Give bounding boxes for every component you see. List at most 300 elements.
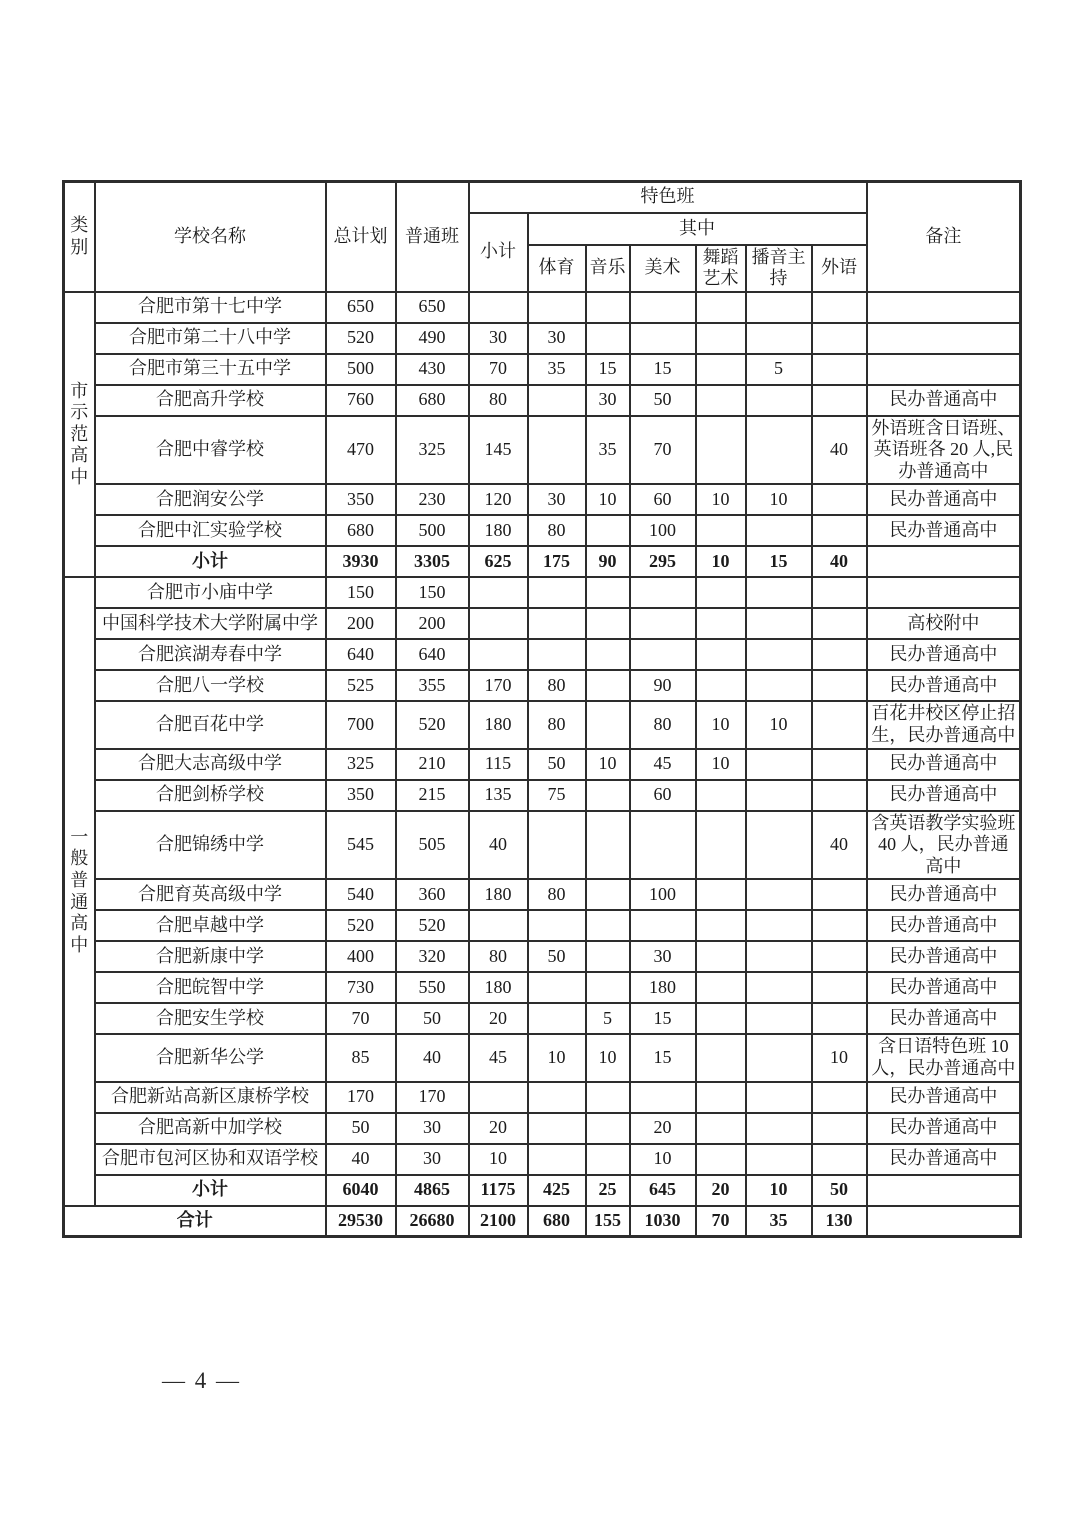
pe-cell — [528, 416, 586, 485]
regular-class-cell: 215 — [396, 780, 469, 811]
remark-cell: 民办普通高中 — [867, 1082, 1021, 1113]
remark-cell: 民办普通高中 — [867, 972, 1021, 1003]
art-cell: 295 — [630, 546, 696, 577]
subtotal-row — [64, 1175, 1021, 1206]
broadcast-cell — [746, 780, 812, 811]
pe-cell: 10 — [528, 1034, 586, 1081]
music-cell — [586, 811, 630, 880]
art-cell: 1030 — [630, 1206, 696, 1237]
header-regular-class: 普通班 — [396, 182, 469, 292]
music-cell — [586, 972, 630, 1003]
regular-class-cell: 490 — [396, 323, 469, 354]
table-body — [64, 292, 1021, 1237]
dance-cell — [696, 1003, 746, 1034]
school-row — [64, 515, 1021, 546]
total-plan-cell: 50 — [326, 1113, 396, 1144]
school-row — [64, 416, 1021, 485]
art-cell — [630, 1082, 696, 1113]
pe-cell — [528, 1003, 586, 1034]
remark-cell: 民办普通高中 — [867, 515, 1021, 546]
regular-class-cell: 325 — [396, 416, 469, 485]
school-name-cell: 合肥皖智中学 — [95, 972, 326, 1003]
regular-class-cell: 500 — [396, 515, 469, 546]
broadcast-cell — [746, 515, 812, 546]
art-cell: 60 — [630, 780, 696, 811]
total-plan-cell: 85 — [326, 1034, 396, 1081]
art-cell: 30 — [630, 941, 696, 972]
school-row — [64, 577, 1021, 608]
enrollment-plan-table — [62, 180, 1022, 1238]
total-plan-cell: 150 — [326, 577, 396, 608]
pe-cell: 35 — [528, 354, 586, 385]
pe-cell: 680 — [528, 1206, 586, 1237]
header-foreign-language: 外语 — [812, 245, 867, 292]
remark-cell: 含日语特色班 10 人，民办普通高中 — [867, 1034, 1021, 1081]
school-row — [64, 1113, 1021, 1144]
pe-cell — [528, 811, 586, 880]
dance-cell: 10 — [696, 749, 746, 780]
remark-cell: 民办普通高中 — [867, 1144, 1021, 1175]
page-number: — 4 — — [162, 1368, 241, 1393]
broadcast-cell — [746, 811, 812, 880]
dance-cell — [696, 780, 746, 811]
school-name-cell: 合肥市第二十八中学 — [95, 323, 326, 354]
school-name-cell: 合肥锦绣中学 — [95, 811, 326, 880]
school-row — [64, 780, 1021, 811]
school-name-cell: 合肥剑桥学校 — [95, 780, 326, 811]
subtotal-cell: 80 — [469, 385, 528, 416]
art-cell: 100 — [630, 515, 696, 546]
remark-cell: 民办普通高中 — [867, 780, 1021, 811]
total-plan-cell: 650 — [326, 292, 396, 323]
header-total-plan: 总计划 — [326, 182, 396, 292]
broadcast-cell — [746, 670, 812, 701]
dance-cell: 10 — [696, 701, 746, 748]
pe-cell — [528, 292, 586, 323]
foreign-language-cell — [812, 577, 867, 608]
total-plan-cell: 545 — [326, 811, 396, 880]
subtotal-cell: 170 — [469, 670, 528, 701]
remark-cell — [867, 1206, 1021, 1237]
dance-cell — [696, 292, 746, 323]
music-cell — [586, 701, 630, 748]
subtotal-cell: 115 — [469, 749, 528, 780]
broadcast-cell — [746, 1144, 812, 1175]
school-row — [64, 354, 1021, 385]
total-plan-cell: 40 — [326, 1144, 396, 1175]
pe-cell: 80 — [528, 515, 586, 546]
remark-cell — [867, 354, 1021, 385]
school-name-cell: 合肥滨湖寿春中学 — [95, 639, 326, 670]
total-plan-cell: 700 — [326, 701, 396, 748]
school-row — [64, 670, 1021, 701]
dance-cell: 20 — [696, 1175, 746, 1206]
broadcast-cell — [746, 639, 812, 670]
regular-class-cell: 150 — [396, 577, 469, 608]
dance-cell — [696, 1144, 746, 1175]
foreign-language-cell — [812, 749, 867, 780]
school-name-cell: 合肥中睿学校 — [95, 416, 326, 485]
school-row — [64, 323, 1021, 354]
subtotal-cell: 180 — [469, 879, 528, 910]
regular-class-cell: 520 — [396, 910, 469, 941]
broadcast-cell — [746, 577, 812, 608]
regular-class-cell: 680 — [396, 385, 469, 416]
music-cell — [586, 1144, 630, 1175]
school-name-cell: 合肥育英高级中学 — [95, 879, 326, 910]
subtotal-label-cell: 小计 — [95, 546, 326, 577]
broadcast-cell — [746, 323, 812, 354]
total-plan-cell: 350 — [326, 780, 396, 811]
subtotal-label-cell: 小计 — [95, 1175, 326, 1206]
music-cell: 35 — [586, 416, 630, 485]
total-plan-cell: 350 — [326, 484, 396, 515]
subtotal-cell: 2100 — [469, 1206, 528, 1237]
broadcast-cell — [746, 941, 812, 972]
category-cell: 市示范高中 — [64, 292, 95, 578]
total-plan-cell: 730 — [326, 972, 396, 1003]
foreign-language-cell — [812, 639, 867, 670]
header-school-name: 学校名称 — [95, 182, 326, 292]
art-cell: 80 — [630, 701, 696, 748]
remark-cell: 民办普通高中 — [867, 639, 1021, 670]
pe-cell: 80 — [528, 701, 586, 748]
subtotal-cell: 80 — [469, 941, 528, 972]
subtotal-cell — [469, 577, 528, 608]
header-dance: 舞蹈艺术 — [696, 245, 746, 292]
dance-cell — [696, 577, 746, 608]
regular-class-cell: 4865 — [396, 1175, 469, 1206]
remark-cell: 民办普通高中 — [867, 670, 1021, 701]
remark-cell: 高校附中 — [867, 608, 1021, 639]
music-cell — [586, 515, 630, 546]
regular-class-cell: 210 — [396, 749, 469, 780]
regular-class-cell: 505 — [396, 811, 469, 880]
foreign-language-cell — [812, 941, 867, 972]
subtotal-cell: 625 — [469, 546, 528, 577]
art-cell — [630, 608, 696, 639]
grand-total-label-cell: 合计 — [64, 1206, 326, 1237]
subtotal-cell — [469, 910, 528, 941]
foreign-language-cell — [812, 670, 867, 701]
total-plan-cell: 400 — [326, 941, 396, 972]
music-cell: 10 — [586, 1034, 630, 1081]
foreign-language-cell: 40 — [812, 416, 867, 485]
regular-class-cell: 320 — [396, 941, 469, 972]
dance-cell — [696, 941, 746, 972]
school-name-cell: 合肥高新中加学校 — [95, 1113, 326, 1144]
total-plan-cell: 3930 — [326, 546, 396, 577]
remark-cell — [867, 546, 1021, 577]
school-row — [64, 1034, 1021, 1081]
subtotal-cell: 20 — [469, 1113, 528, 1144]
broadcast-cell: 5 — [746, 354, 812, 385]
school-row — [64, 484, 1021, 515]
foreign-language-cell — [812, 1144, 867, 1175]
music-cell — [586, 879, 630, 910]
remark-cell: 民办普通高中 — [867, 385, 1021, 416]
music-cell: 5 — [586, 1003, 630, 1034]
total-plan-cell: 520 — [326, 910, 396, 941]
regular-class-cell: 26680 — [396, 1206, 469, 1237]
dance-cell: 70 — [696, 1206, 746, 1237]
pe-cell — [528, 1113, 586, 1144]
music-cell: 155 — [586, 1206, 630, 1237]
foreign-language-cell: 50 — [812, 1175, 867, 1206]
header-category: 类别 — [64, 182, 95, 292]
school-row — [64, 972, 1021, 1003]
music-cell: 15 — [586, 354, 630, 385]
header-broadcast: 播音主持 — [746, 245, 812, 292]
foreign-language-cell: 130 — [812, 1206, 867, 1237]
subtotal-cell — [469, 639, 528, 670]
school-name-cell: 合肥市第三十五中学 — [95, 354, 326, 385]
music-cell — [586, 639, 630, 670]
regular-class-cell: 430 — [396, 354, 469, 385]
total-plan-cell: 325 — [326, 749, 396, 780]
art-cell: 45 — [630, 749, 696, 780]
regular-class-cell: 550 — [396, 972, 469, 1003]
broadcast-cell — [746, 292, 812, 323]
school-row — [64, 1144, 1021, 1175]
total-plan-cell: 540 — [326, 879, 396, 910]
broadcast-cell — [746, 879, 812, 910]
school-name-cell: 合肥市第十七中学 — [95, 292, 326, 323]
table-header — [64, 182, 1021, 292]
music-cell: 90 — [586, 546, 630, 577]
music-cell: 10 — [586, 749, 630, 780]
total-plan-cell: 520 — [326, 323, 396, 354]
remark-cell: 外语班含日语班、英语班各 20 人,民办普通高中 — [867, 416, 1021, 485]
foreign-language-cell — [812, 1082, 867, 1113]
art-cell: 60 — [630, 484, 696, 515]
remark-cell: 民办普通高中 — [867, 1003, 1021, 1034]
art-cell: 15 — [630, 354, 696, 385]
regular-class-cell: 170 — [396, 1082, 469, 1113]
school-row — [64, 701, 1021, 748]
total-plan-cell: 640 — [326, 639, 396, 670]
foreign-language-cell — [812, 780, 867, 811]
pe-cell: 30 — [528, 323, 586, 354]
total-plan-cell: 760 — [326, 385, 396, 416]
school-row — [64, 941, 1021, 972]
remark-cell — [867, 1175, 1021, 1206]
school-row — [64, 608, 1021, 639]
foreign-language-cell — [812, 910, 867, 941]
school-name-cell: 合肥高升学校 — [95, 385, 326, 416]
music-cell: 25 — [586, 1175, 630, 1206]
art-cell: 70 — [630, 416, 696, 485]
foreign-language-cell — [812, 354, 867, 385]
school-row — [64, 811, 1021, 880]
broadcast-cell — [746, 385, 812, 416]
art-cell — [630, 323, 696, 354]
music-cell — [586, 670, 630, 701]
remark-cell: 民办普通高中 — [867, 749, 1021, 780]
music-cell — [586, 577, 630, 608]
header-art: 美术 — [630, 245, 696, 292]
school-name-cell: 合肥安生学校 — [95, 1003, 326, 1034]
foreign-language-cell — [812, 292, 867, 323]
school-row — [64, 1003, 1021, 1034]
pe-cell: 80 — [528, 670, 586, 701]
subtotal-cell: 1175 — [469, 1175, 528, 1206]
remark-cell — [867, 577, 1021, 608]
regular-class-cell: 520 — [396, 701, 469, 748]
pe-cell — [528, 910, 586, 941]
regular-class-cell: 3305 — [396, 546, 469, 577]
subtotal-cell: 40 — [469, 811, 528, 880]
dance-cell — [696, 811, 746, 880]
broadcast-cell — [746, 1082, 812, 1113]
regular-class-cell: 30 — [396, 1144, 469, 1175]
dance-cell: 10 — [696, 484, 746, 515]
school-name-cell: 合肥市包河区协和双语学校 — [95, 1144, 326, 1175]
music-cell: 30 — [586, 385, 630, 416]
art-cell: 100 — [630, 879, 696, 910]
dance-cell — [696, 416, 746, 485]
dance-cell — [696, 639, 746, 670]
foreign-language-cell — [812, 879, 867, 910]
total-plan-cell: 70 — [326, 1003, 396, 1034]
remark-cell: 民办普通高中 — [867, 484, 1021, 515]
dance-cell — [696, 515, 746, 546]
regular-class-cell: 200 — [396, 608, 469, 639]
total-plan-cell: 29530 — [326, 1206, 396, 1237]
art-cell: 20 — [630, 1113, 696, 1144]
broadcast-cell: 10 — [746, 1175, 812, 1206]
pe-cell: 50 — [528, 941, 586, 972]
art-cell: 180 — [630, 972, 696, 1003]
subtotal-cell: 180 — [469, 515, 528, 546]
school-name-cell: 合肥大志高级中学 — [95, 749, 326, 780]
art-cell — [630, 292, 696, 323]
school-name-cell: 合肥卓越中学 — [95, 910, 326, 941]
dance-cell — [696, 972, 746, 1003]
foreign-language-cell — [812, 1113, 867, 1144]
remark-cell: 含英语教学实验班 40 人，民办普通高中 — [867, 811, 1021, 880]
pe-cell: 425 — [528, 1175, 586, 1206]
dance-cell — [696, 1082, 746, 1113]
pe-cell — [528, 577, 586, 608]
header-subtotal: 小计 — [469, 213, 528, 292]
school-name-cell: 合肥市小庙中学 — [95, 577, 326, 608]
art-cell — [630, 811, 696, 880]
subtotal-cell — [469, 292, 528, 323]
school-row — [64, 879, 1021, 910]
school-name-cell: 中国科学技术大学附属中学 — [95, 608, 326, 639]
total-plan-cell: 500 — [326, 354, 396, 385]
dance-cell — [696, 1034, 746, 1081]
broadcast-cell — [746, 1113, 812, 1144]
pe-cell: 80 — [528, 879, 586, 910]
total-plan-cell: 525 — [326, 670, 396, 701]
pe-cell — [528, 972, 586, 1003]
music-cell — [586, 608, 630, 639]
header-special-class: 特色班 — [469, 182, 867, 213]
school-row — [64, 385, 1021, 416]
art-cell: 15 — [630, 1003, 696, 1034]
broadcast-cell: 10 — [746, 484, 812, 515]
school-name-cell: 合肥润安公学 — [95, 484, 326, 515]
broadcast-cell: 15 — [746, 546, 812, 577]
art-cell — [630, 910, 696, 941]
subtotal-cell — [469, 1082, 528, 1113]
dance-cell — [696, 910, 746, 941]
school-name-cell: 合肥八一学校 — [95, 670, 326, 701]
regular-class-cell: 40 — [396, 1034, 469, 1081]
foreign-language-cell — [812, 1003, 867, 1034]
music-cell — [586, 1113, 630, 1144]
school-row — [64, 910, 1021, 941]
foreign-language-cell: 40 — [812, 811, 867, 880]
subtotal-cell: 180 — [469, 701, 528, 748]
music-cell — [586, 780, 630, 811]
subtotal-cell — [469, 608, 528, 639]
total-plan-cell: 170 — [326, 1082, 396, 1113]
art-cell: 10 — [630, 1144, 696, 1175]
pe-cell — [528, 608, 586, 639]
dance-cell: 10 — [696, 546, 746, 577]
subtotal-cell: 10 — [469, 1144, 528, 1175]
regular-class-cell: 640 — [396, 639, 469, 670]
school-row — [64, 639, 1021, 670]
broadcast-cell — [746, 972, 812, 1003]
foreign-language-cell — [812, 608, 867, 639]
remark-cell — [867, 292, 1021, 323]
foreign-language-cell — [812, 484, 867, 515]
regular-class-cell: 355 — [396, 670, 469, 701]
broadcast-cell: 10 — [746, 701, 812, 748]
pe-cell: 75 — [528, 780, 586, 811]
subtotal-cell: 20 — [469, 1003, 528, 1034]
school-row — [64, 749, 1021, 780]
total-plan-cell: 6040 — [326, 1175, 396, 1206]
broadcast-cell — [746, 1003, 812, 1034]
regular-class-cell: 650 — [396, 292, 469, 323]
art-cell: 645 — [630, 1175, 696, 1206]
category-cell: 一般普通高中 — [64, 577, 95, 1205]
subtotal-cell: 145 — [469, 416, 528, 485]
school-name-cell: 合肥新华公学 — [95, 1034, 326, 1081]
grand-total-row — [64, 1206, 1021, 1237]
remark-cell: 民办普通高中 — [867, 910, 1021, 941]
dance-cell — [696, 323, 746, 354]
broadcast-cell: 35 — [746, 1206, 812, 1237]
school-name-cell: 合肥百花中学 — [95, 701, 326, 748]
broadcast-cell — [746, 910, 812, 941]
broadcast-cell — [746, 416, 812, 485]
regular-class-cell: 50 — [396, 1003, 469, 1034]
regular-class-cell: 360 — [396, 879, 469, 910]
pe-cell: 50 — [528, 749, 586, 780]
header-row-1 — [64, 182, 1021, 213]
header-music: 音乐 — [586, 245, 630, 292]
subtotal-row — [64, 546, 1021, 577]
music-cell — [586, 292, 630, 323]
dance-cell — [696, 879, 746, 910]
school-name-cell: 合肥中汇实验学校 — [95, 515, 326, 546]
pe-cell — [528, 1082, 586, 1113]
music-cell — [586, 1082, 630, 1113]
foreign-language-cell — [812, 323, 867, 354]
broadcast-cell — [746, 1034, 812, 1081]
pe-cell — [528, 385, 586, 416]
foreign-language-cell — [812, 515, 867, 546]
music-cell — [586, 941, 630, 972]
dance-cell — [696, 354, 746, 385]
total-plan-cell: 470 — [326, 416, 396, 485]
